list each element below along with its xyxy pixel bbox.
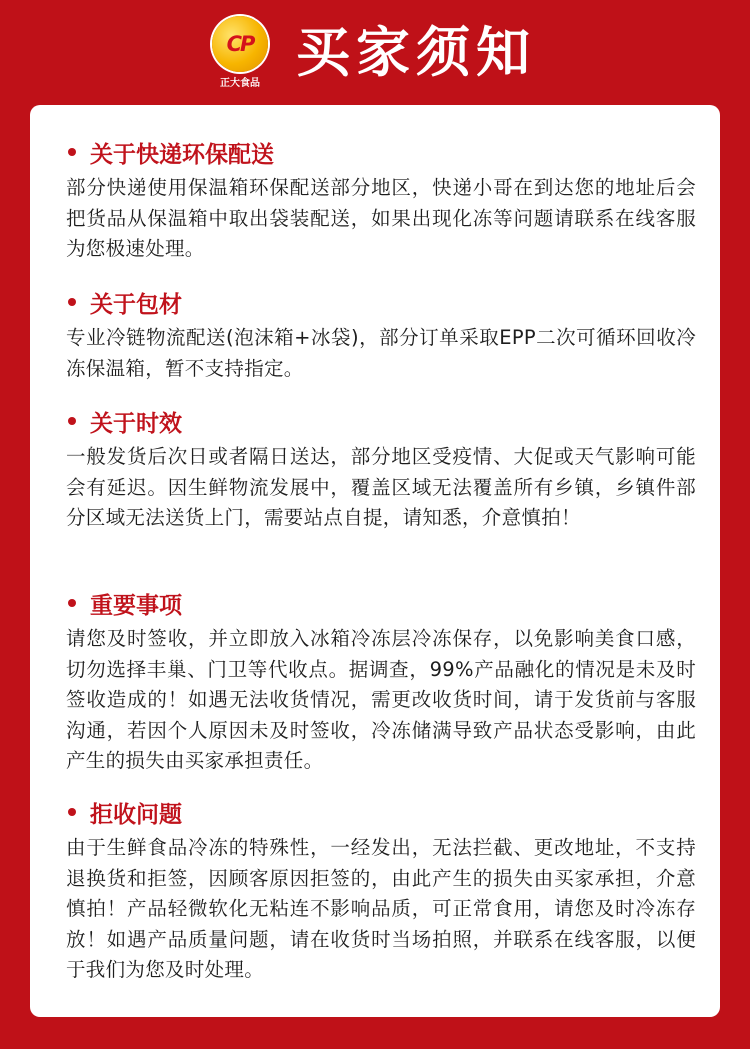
section-body: 部分快递使用保温箱环保配送部分地区，快递小哥在到达您的地址后会把货品从保温箱中取出袋装配送，如果出现化冻等问题请联系在线客服为您极速处理。	[66, 176, 696, 260]
bullet-icon	[68, 808, 76, 816]
logo-brand-name: 正大食品	[220, 78, 260, 89]
section-title: 关于包材	[90, 291, 182, 318]
page-title: 买家须知	[296, 21, 536, 84]
section-title: 重要事项	[90, 592, 182, 619]
section-delivery	[66, 135, 696, 265]
bullet-icon	[68, 148, 76, 156]
bullet-icon	[68, 599, 76, 607]
cp-logo-icon	[212, 16, 268, 72]
section-heading	[68, 285, 696, 319]
section-title: 关于快递环保配送	[90, 141, 274, 168]
section-body: 一般发货后次日或者隔日送达，部分地区受疫情、大促或天气影响可能会有延迟。因生鲜物流发展中，覆盖区域无法覆盖所有乡镇，乡镇件部分区域无法送货上门，需要站点自提，请知悉，介意慎拍！	[66, 445, 696, 529]
section-packaging	[66, 285, 696, 384]
section-rejection	[66, 795, 696, 986]
section-title: 拒收问题	[90, 801, 182, 828]
section-timeliness	[66, 404, 696, 534]
bullet-icon	[68, 298, 76, 306]
section-heading	[68, 586, 696, 620]
section-heading	[68, 404, 696, 438]
section-heading	[68, 135, 696, 169]
header	[0, 0, 750, 105]
notice-card	[30, 105, 720, 1017]
logo-mark: CP	[226, 32, 254, 56]
section-body: 由于生鲜食品冷冻的特殊性，一经发出，无法拦截、更改地址，不支持退换货和拒签，因顾客原因拒签的，由此产生的损失由买家承担，介意慎拍！产品轻微软化无粘连不影响品质，可正常食用，请您及时冷冻存放！如遇产品质量问题，请在收货时当场拍照，并联系在线客服，以便于我们为您及时处理。	[66, 836, 696, 981]
section-body: 专业冷链物流配送(泡沫箱+冰袋)，部分订单采取EPP二次可循环回收冷冻保温箱，暂不支持指定。	[66, 326, 696, 380]
section-body: 请您及时签收，并立即放入冰箱冷冻层冷冻保存，以免影响美食口感，切勿选择丰巢、门卫等代收点。据调查，99%产品融化的情况是未及时签收造成的！如遇无法收货情况，需更改收货时间，请于发货前与客服沟通，若因个人原因未及时签收，冷冻储满导致产品状态受影响，由此产生的损失由买家承担责任。	[66, 627, 696, 772]
bullet-icon	[68, 417, 76, 425]
section-title: 关于时效	[90, 410, 182, 437]
section-important	[66, 586, 696, 777]
brand-logo	[209, 16, 271, 88]
section-heading	[68, 795, 696, 829]
